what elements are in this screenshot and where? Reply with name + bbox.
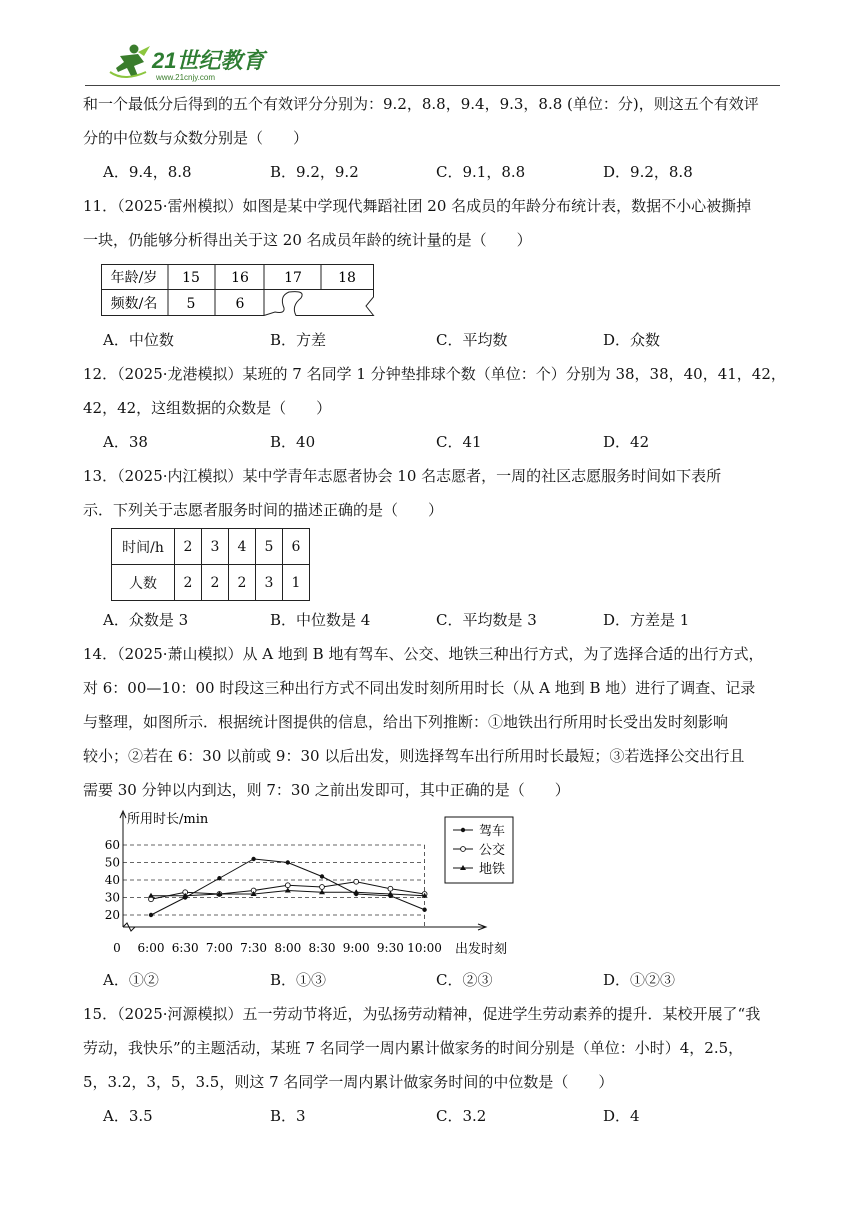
header-divider [85,85,780,86]
q15-line1: 15．（2025·河源模拟）五一劳动节将近，为弘扬劳动精神，促进学生劳动素养的提升．某校开展了“我 [83,1005,761,1023]
q14-line3: 与整理，如图所示．根据统计图提供的信息，给出下列推断：①地铁出行所用时长受出发时刻影响 [83,713,729,731]
logo-text: 21世纪教育 [152,48,265,73]
people-header: 人数 [112,565,175,601]
y-tick-label: 20 [105,908,120,922]
site-logo [104,42,274,84]
q12-option-a: A．38 [103,433,148,451]
x-tick-label: 6:30 [171,941,199,955]
q15-option-c: C．3.2 [436,1107,487,1125]
q12-option-b: B．40 [270,433,316,451]
q11-line1: 11．（2025·雷州模拟）如图是某中学现代舞蹈社团 20 名成员的年龄分布统计表，数据不小心被撕掉 [83,197,752,215]
q13-option-a: A．众数是 3 [103,611,189,629]
hours-cell: 4 [229,529,256,565]
legend-label: 地铁 [479,862,506,877]
data-point [149,913,153,917]
y-tick-label: 50 [105,855,120,870]
age-15: 15 [182,270,200,286]
q12-line2: 42，42，这组数据的众数是（ ） [83,399,332,417]
hours-cell: 3 [202,529,229,565]
y-tick-label: 40 [105,873,120,887]
q14-line4: 较小；②若在 6：30 以前或 9：30 以后出发，则选择驾车出行所用时长最短；③若选择公交出行且 [83,747,745,765]
q14-options [103,970,803,990]
q10-option-b: B．9.2，9.2 [270,163,359,181]
q14-line1: 14．（2025·萧山模拟）从 A 地到 B 地有驾车、公交、地铁三种出行方式，为了选择合适的出行方式， [83,645,764,663]
q10-option-d: D．9.2，8.8 [603,163,693,181]
data-point [422,908,426,912]
q10-option-a: A．9.4，8.8 [103,163,192,181]
q10-options [103,162,803,182]
q15-line3: 5，3.2，3，5，3.5，则这 7 名同学一周内累计做家务时间的中位数是（ ） [83,1073,614,1091]
age-16: 16 [231,270,249,286]
x-tick-label: 9:00 [342,941,370,955]
data-point [320,874,324,878]
count-16: 6 [235,296,245,312]
x-tick-label: 7:00 [205,941,233,955]
x-tick-label: 7:30 [240,941,268,955]
y-tick-label: 60 [105,838,120,852]
q15-line2: 劳动，我快乐”的主题活动，某班 7 名同学一周内累计做家务的时间分别是（单位：小时）4，2.5， [83,1039,744,1057]
age-header: 年龄/岁 [110,270,158,286]
data-point [461,828,465,832]
service-time-table [111,528,310,601]
hours-header: 时间/h [112,529,175,565]
x-tick-label: 6:00 [137,941,165,955]
people-cell: 1 [283,565,310,601]
x-tick-label: 8:00 [274,941,302,955]
age-18: 18 [338,270,356,286]
logo-url: www.21cnjy.com [156,73,215,82]
age-17: 17 [284,270,302,286]
frequency-header: 频数/名 [110,296,158,312]
q13-option-b: B．中位数是 4 [270,611,371,629]
data-point [320,885,325,890]
x-tick-label: 8:30 [308,941,336,955]
data-point [251,857,255,861]
q13-option-c: C．平均数是 3 [436,611,537,629]
x-tick-label: 9:30 [376,941,404,955]
data-point [388,886,393,891]
people-cell: 3 [256,565,283,601]
q15-option-b: B．3 [270,1107,306,1125]
legend-label: 驾车 [479,824,506,839]
q11-line2: 一块，仍能够分析得出关于这 20 名成员年龄的统计量的是（ ） [83,231,532,249]
age-frequency-table [101,264,376,316]
q15-option-d: D．4 [603,1107,640,1125]
origin-label: 0 [113,941,121,955]
y-tick-label: 30 [105,890,120,905]
q15-option-a: A．3.5 [103,1107,153,1125]
hours-cell: 6 [283,529,310,565]
q14-option-b: B．①③ [270,971,327,989]
q12-line1: 12．（2025·龙港模拟）某班的 7 名同学 1 分钟垫排球个数（单位：个）分别为 38，38，40，41，42， [83,365,786,383]
people-cell: 2 [175,565,202,601]
y-axis-label: 所用时长/min [127,812,209,827]
q14-option-d: D．①②③ [603,971,676,989]
q14-option-a: A．①② [103,971,159,989]
q15-options [103,1106,803,1126]
data-point [286,860,290,864]
q11-option-c: C．平均数 [436,331,508,349]
people-cell: 2 [202,565,229,601]
people-cell: 2 [229,565,256,601]
hours-cell: 2 [175,529,202,565]
q11-option-d: D．众数 [603,331,661,349]
q14-line2: 对 6：00—10：00 时段这三种出行方式不同出发时刻所用时长（从 A 地到 B 地）进行了调查、记录 [83,679,756,697]
hours-cell: 5 [256,529,283,565]
q14-line5: 需要 30 分钟以内到达，则 7：30 之前出发即可，其中正确的是（ ） [83,781,570,799]
q13-option-d: D．方差是 1 [603,611,690,629]
q11-options [103,330,803,350]
q11-option-a: A．中位数 [103,331,174,349]
travel-time-line-chart [105,805,535,965]
q12-options [103,432,803,452]
q13-line2: 示．下列关于志愿者服务时间的描述正确的是（ ） [83,501,444,519]
q14-option-c: C．②③ [436,971,493,989]
runner-icon [110,45,150,78]
legend-label: 公交 [479,843,506,858]
q13-options [103,610,803,630]
count-15: 5 [186,296,196,312]
q12-option-c: C．41 [436,433,482,451]
q10-option-c: C．9.1，8.8 [436,163,526,181]
data-point [461,847,466,852]
q10-line1: 和一个最低分后得到的五个有效评分分别为：9.2，8.8，9.4，9.3，8.8 (单位：分)，则这五个有效评 [83,95,759,113]
data-point [217,876,221,880]
q12-option-d: D．42 [603,433,650,451]
data-point [354,879,359,884]
x-tick-label: 10:00 [407,941,442,955]
data-point [285,883,290,888]
q13-line1: 13．（2025·内江模拟）某中学青年志愿者协会 10 名志愿者，一周的社区志愿服务时间如下表所 [83,467,722,485]
q10-line2: 分的中位数与众数分别是（ ） [83,129,309,147]
q11-option-b: B．方差 [270,331,327,349]
data-point [285,888,291,893]
x-axis-label: 出发时刻 [455,942,508,957]
